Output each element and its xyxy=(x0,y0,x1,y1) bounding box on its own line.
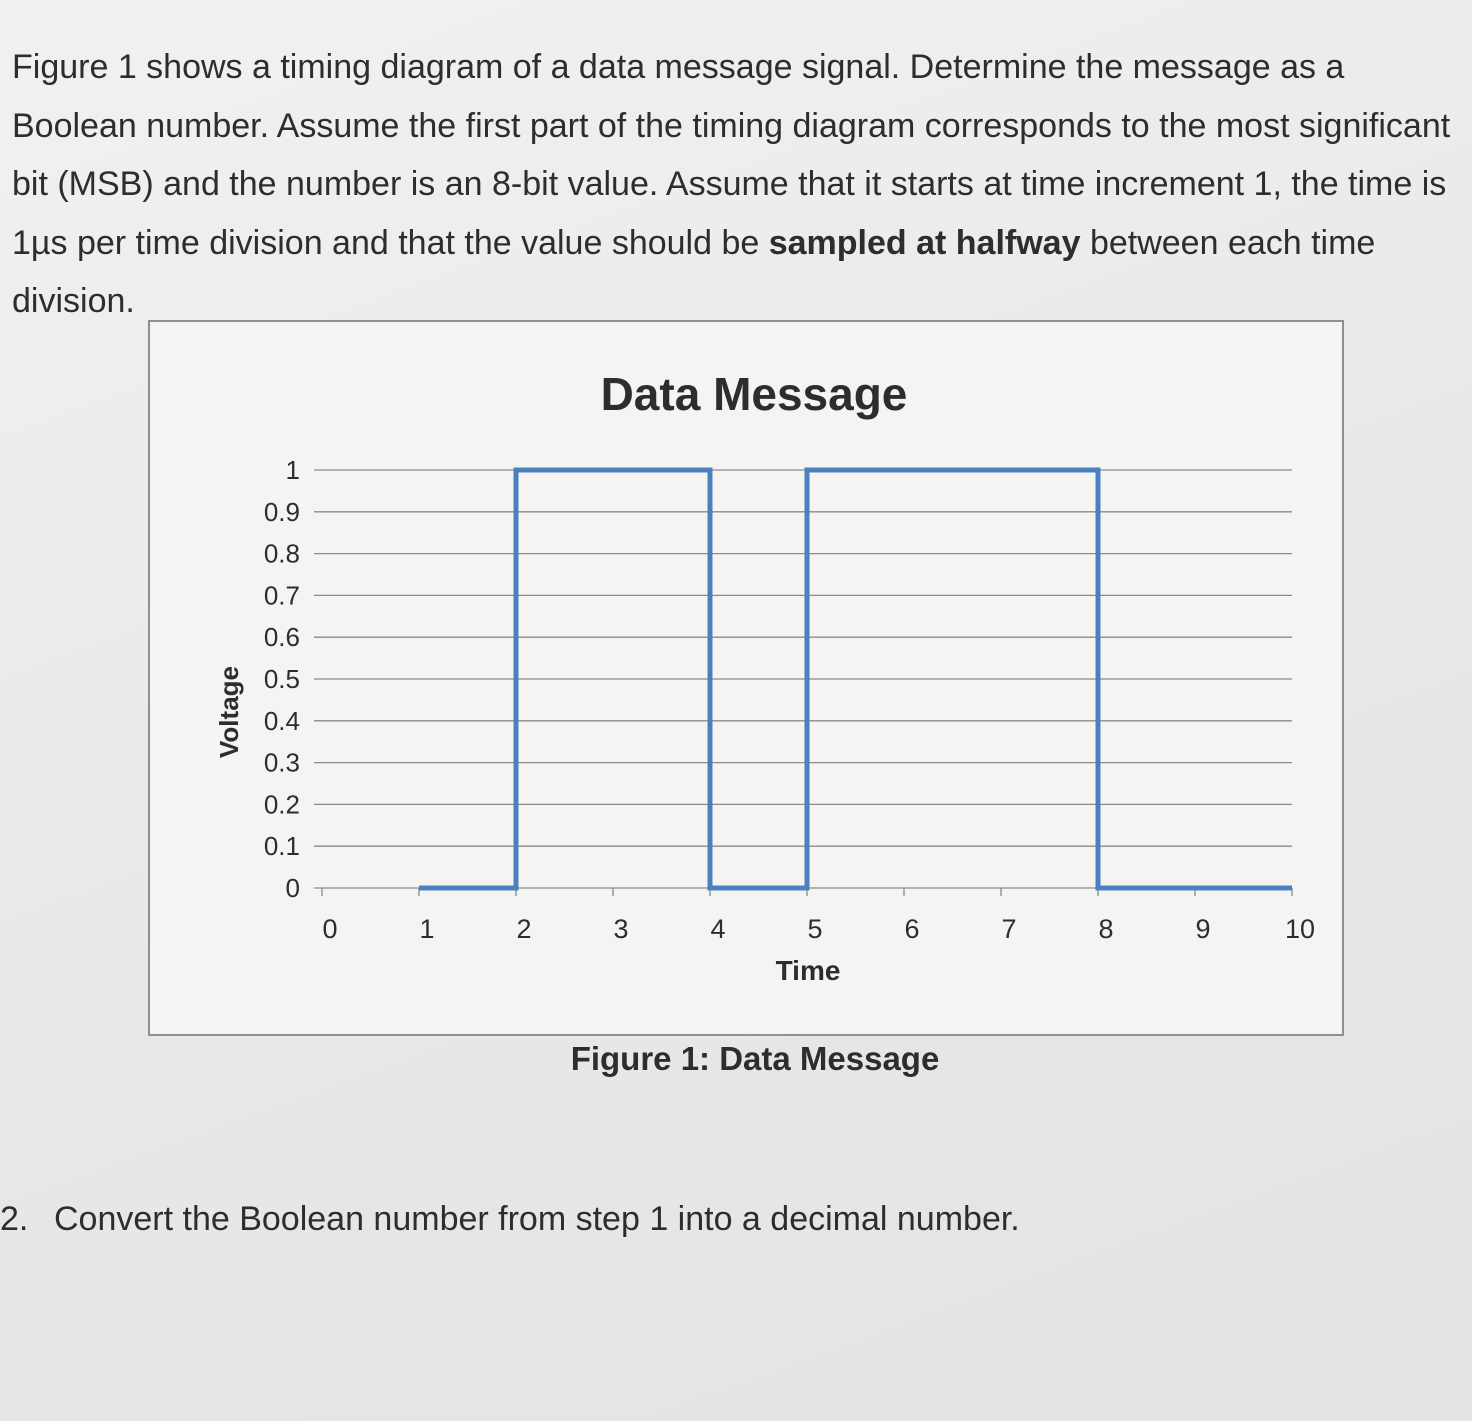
x-tick-label: 6 xyxy=(904,914,920,944)
y-tick-label: 0.4 xyxy=(263,705,300,736)
x-tick-label: 9 xyxy=(1195,914,1211,944)
y-tick-label: 0.8 xyxy=(263,538,300,569)
y-tick-label: 0.3 xyxy=(263,747,300,778)
y-axis-label: Voltage xyxy=(214,666,244,758)
x-tick-label: 3 xyxy=(613,914,629,944)
x-tick-label: 8 xyxy=(1098,914,1114,944)
problem-text: Figure 1 shows a timing diagram of a data message signal. Determine the message as a Boolean number. Assume the first part of the timing diagram corresponds to the most significant bit (MSB) and the number is an 8-bit value. Assume that it starts at time increment 1, the time is 1µs per time division and that the value should be xyxy=(12,48,1451,262)
y-tick-label: 0.7 xyxy=(263,580,300,611)
x-tick-label: 7 xyxy=(1001,914,1017,944)
problem-bold-text: sampled at halfway xyxy=(768,223,1081,262)
problem-text-end: between each time division. xyxy=(12,223,1376,320)
chart-frame xyxy=(148,320,1344,1036)
y-tick-label: 0.5 xyxy=(263,664,300,694)
x-axis-label: Time xyxy=(775,955,841,986)
y-tick-label: 0.2 xyxy=(263,789,300,820)
y-tick-label: 0 xyxy=(285,873,300,903)
y-tick-label: 0.1 xyxy=(263,831,300,862)
x-tick-label: 1 xyxy=(419,914,435,944)
question-2-text: Convert the Boolean number from step 1 into a decimal number. xyxy=(54,1200,1020,1238)
x-tick-label: 2 xyxy=(516,914,532,944)
y-tick-label: 0.6 xyxy=(263,622,300,653)
x-tick-label: 10 xyxy=(1284,914,1316,944)
y-tick-label: 1 xyxy=(285,455,300,485)
y-tick-label: 0.9 xyxy=(263,496,300,527)
figure-caption: Figure 1: Data Message xyxy=(570,1040,940,1077)
question-2-number: 2. xyxy=(0,1200,29,1238)
x-tick-label: 0 xyxy=(322,914,338,944)
question-2 xyxy=(0,1200,1020,1239)
chart-title: Data Message xyxy=(600,368,908,420)
timing-diagram-chart xyxy=(150,322,1342,1034)
problem-statement xyxy=(12,38,1452,331)
x-tick-label: 5 xyxy=(807,914,823,944)
x-tick-label: 4 xyxy=(710,914,726,944)
